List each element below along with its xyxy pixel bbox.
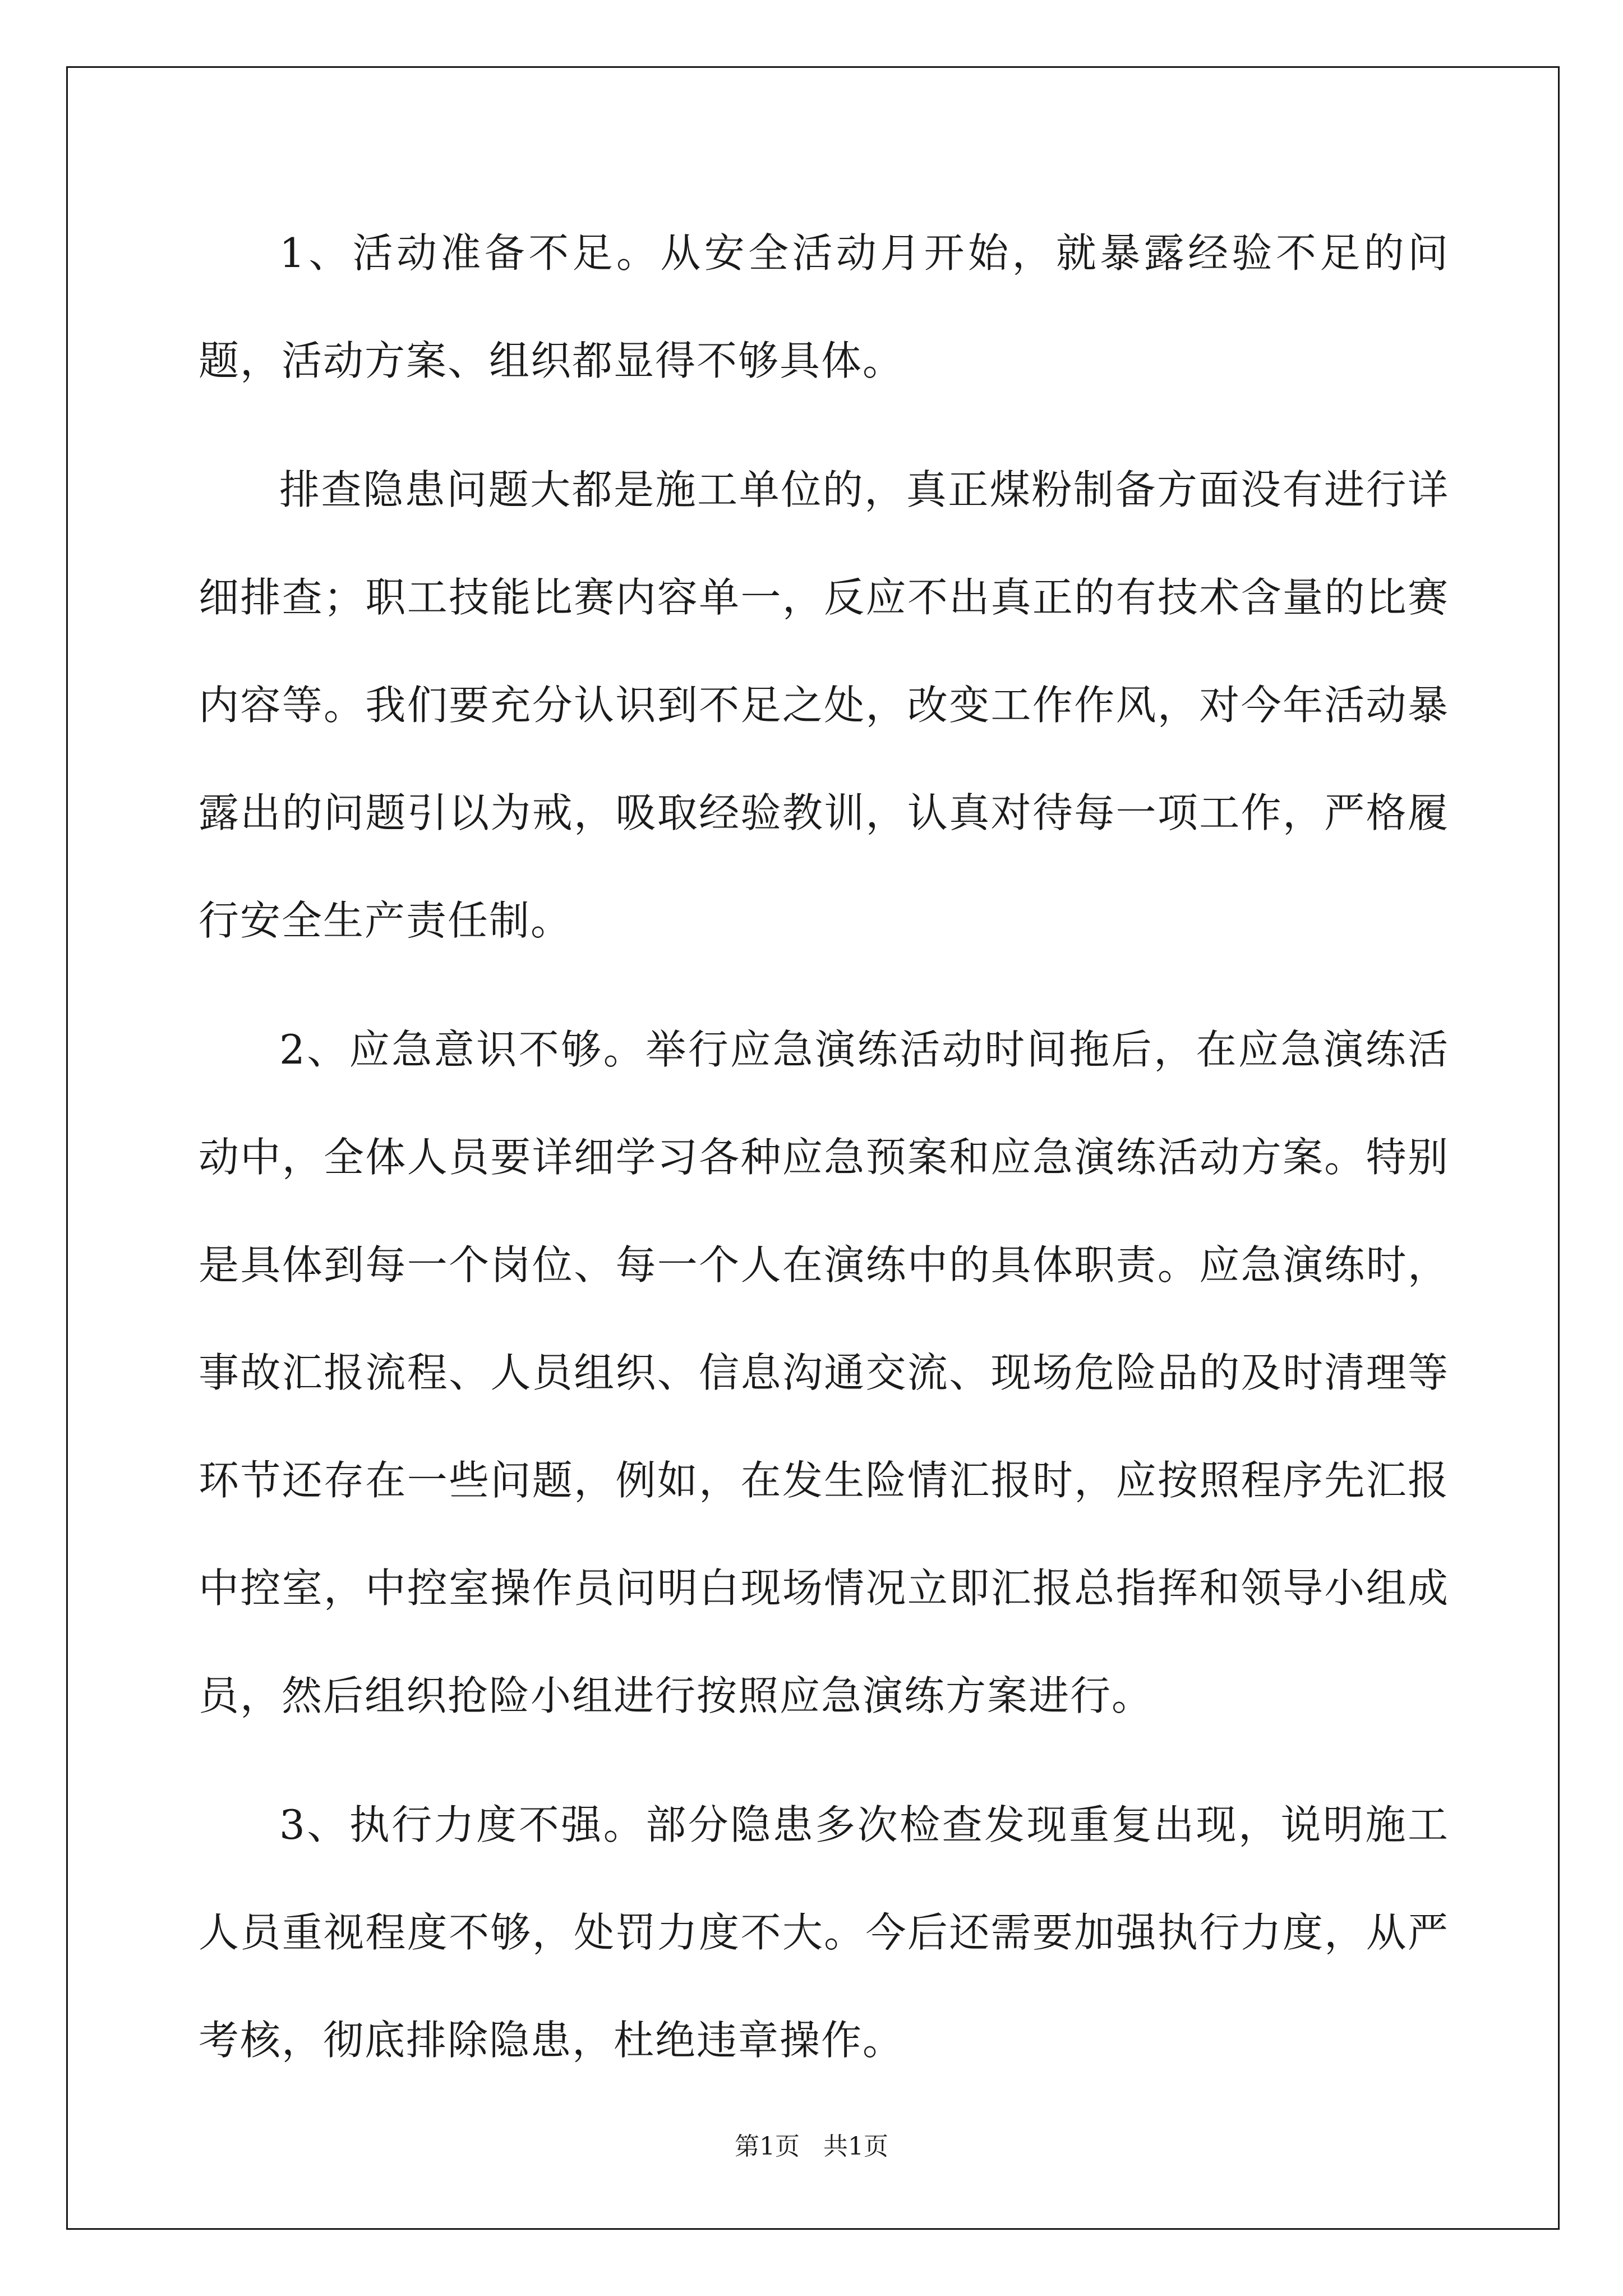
paragraph-3: 2、应急意识不够。举行应急演练活动时间拖后，在应急演练活动中，全体人员要详细学习各种应急预案和应急演练活动方案。特别是具体到每一个岗位、每一个人在演练中的具体职责。应急演练时，事故汇报流程、人员组织、信息沟通交流、现场危险品的及时清理等环节还存在一些问题，例如，在发生险情汇报时，应按照程序先汇报中控室，中控室操作员问明白现场情况立即汇报总指挥和领导小组成员，然后组织抢险小组进行按照应急演练方案进行。: [199, 1026, 1449, 1719]
paragraph-2: 排查隐患问题大都是施工单位的，真正煤粉制备方面没有进行详细排查；职工技能比赛内容单一，反应不出真正的有技术含量的比赛内容等。我们要充分认识到不足之处，改变工作作风，对今年活动暴露出的问题引以为戒，吸取经验教训，认真对待每一项工作，严格履行安全生产责任制。: [199, 466, 1449, 944]
paragraph-4: 3、执行力度不强。部分隐患多次检查发现重复出现，说明施工人员重视程度不够，处罚力度不大。今后还需要加强执行力度，从严考核，彻底排除隐患，杜绝违章操作。: [199, 1801, 1449, 2064]
paragraph-1: 1、活动准备不足。从安全活动月开始，就暴露经验不足的问题，活动方案、组织都显得不够具体。: [199, 229, 1449, 384]
document-body: [199, 199, 1449, 2115]
page-footer: 第1页 共1页: [735, 2132, 888, 2161]
